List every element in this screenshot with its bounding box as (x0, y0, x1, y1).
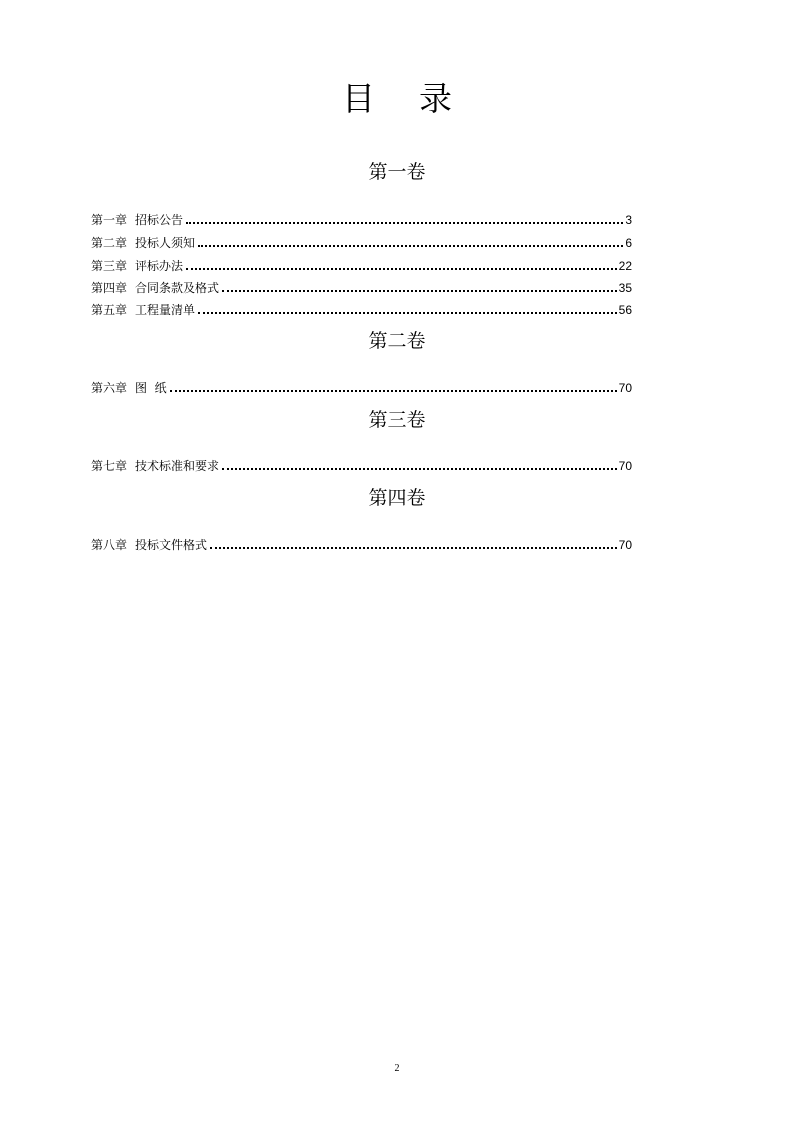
page-number: 22 (618, 259, 632, 273)
toc-entry-chapter-8[interactable] (91, 533, 632, 553)
toc-entry-chapter-5[interactable] (91, 298, 632, 318)
chapter-number: 第七章 (91, 459, 128, 473)
dot-leader (186, 222, 623, 224)
volume-heading-4: 第四卷 (368, 487, 426, 509)
page-number: 70 (618, 538, 632, 552)
volume-heading-2: 第二卷 (368, 330, 426, 352)
chapter-title: 招标公告 (135, 213, 184, 227)
chapter-title: 投标人须知 (135, 236, 196, 250)
page-number: 56 (618, 303, 632, 317)
title-char-1: 目 (342, 79, 375, 118)
chapter-number: 第六章 (91, 381, 128, 395)
dot-leader (198, 312, 617, 314)
chapter-title: 合同条款及格式 (135, 281, 220, 295)
volume-heading-1: 第一卷 (368, 161, 426, 183)
toc-entry-chapter-3[interactable] (91, 254, 632, 274)
chapter-number: 第八章 (91, 538, 128, 552)
dot-leader (198, 245, 623, 247)
chapter-title: 图 纸 (135, 381, 167, 395)
chapter-number: 第一章 (91, 213, 128, 227)
footer-page-number: 2 (394, 1063, 400, 1074)
dot-leader (186, 268, 617, 270)
toc-entry-chapter-7[interactable] (91, 454, 632, 474)
chapter-number: 第二章 (91, 236, 128, 250)
page-number: 35 (618, 281, 632, 295)
chapter-title: 投标文件格式 (135, 538, 208, 552)
chapter-number: 第四章 (91, 281, 128, 295)
toc-entry-chapter-4[interactable] (91, 276, 632, 296)
page-number: 3 (625, 213, 632, 227)
dot-leader (170, 390, 617, 392)
toc-entry-chapter-1[interactable] (91, 208, 632, 228)
dot-leader (222, 290, 617, 292)
chapter-title: 评标办法 (135, 259, 184, 273)
dot-leader (222, 468, 617, 470)
dot-leader (210, 547, 617, 549)
page-number: 6 (625, 236, 632, 250)
chapter-title: 技术标准和要求 (135, 459, 220, 473)
chapter-title: 工程量清单 (135, 303, 196, 317)
title-char-2: 录 (419, 79, 452, 118)
page-title (0, 76, 794, 122)
chapter-number: 第三章 (91, 259, 128, 273)
page-number: 70 (618, 381, 632, 395)
toc-entry-chapter-6[interactable] (91, 376, 632, 396)
chapter-number: 第五章 (91, 303, 128, 317)
page-number: 70 (618, 459, 632, 473)
toc-entry-chapter-2[interactable] (91, 231, 632, 251)
volume-heading-3: 第三卷 (368, 409, 426, 431)
